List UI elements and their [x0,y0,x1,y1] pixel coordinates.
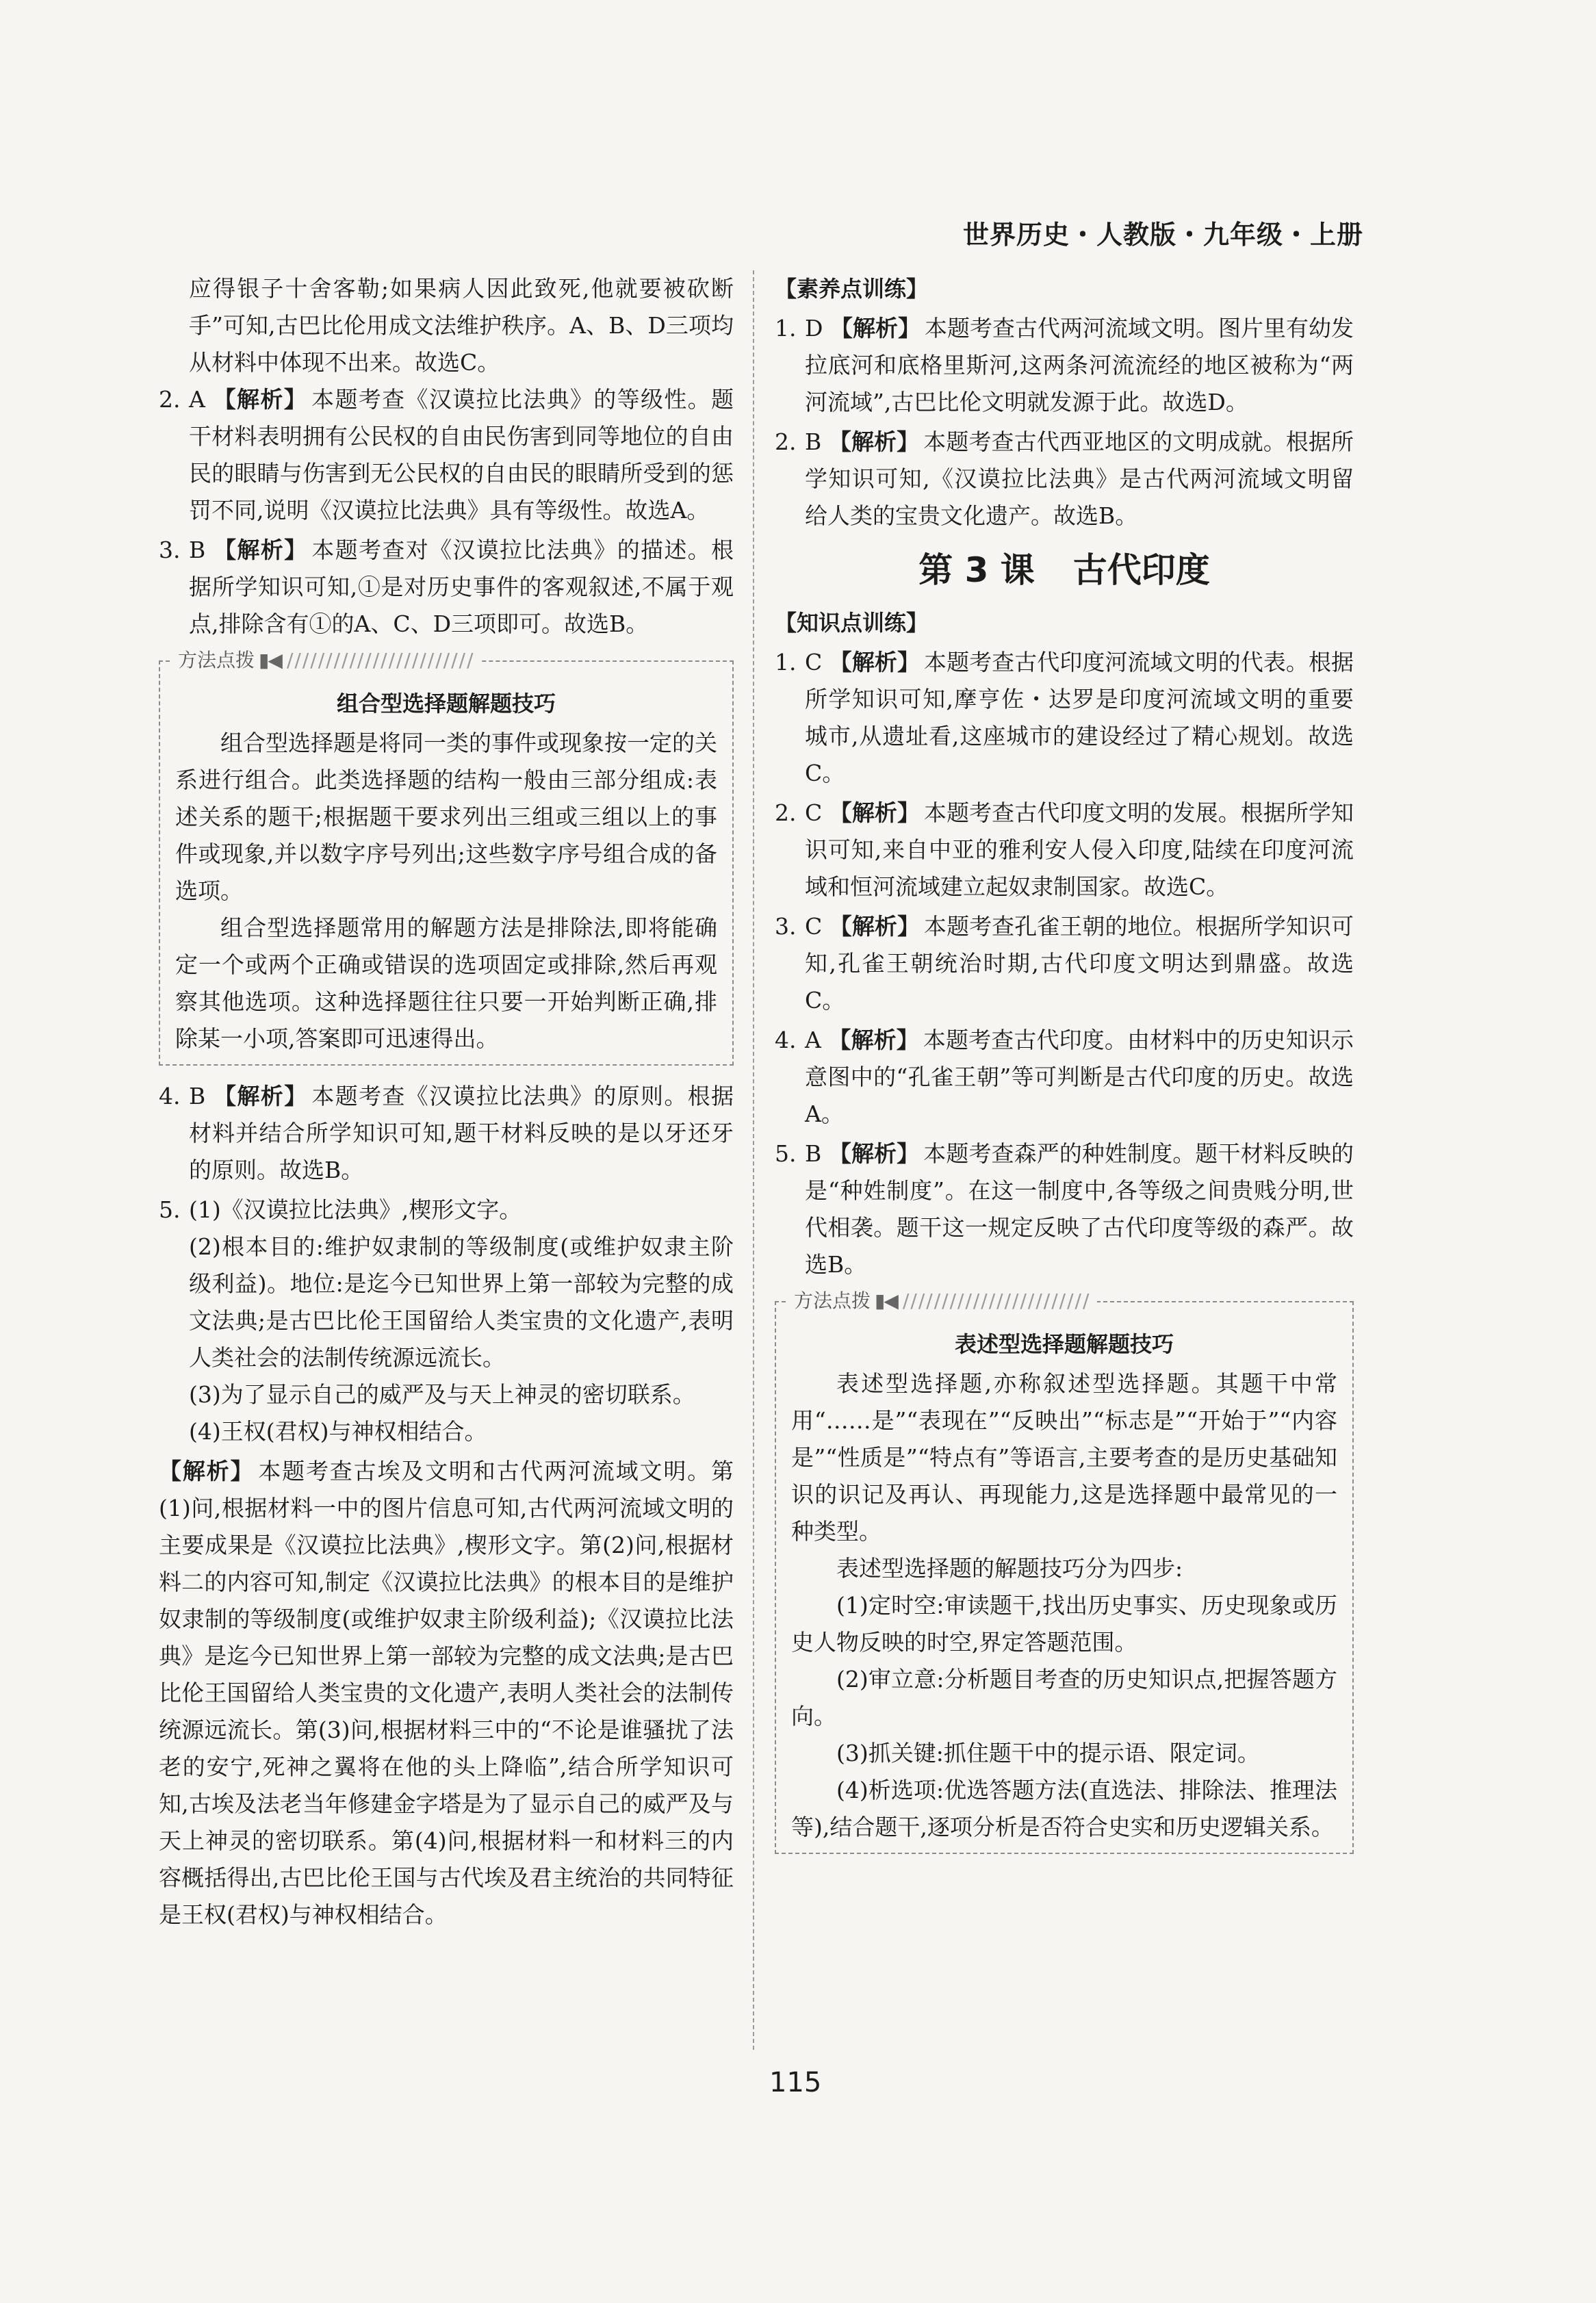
item5-sub1: (1)《汉谟拉比法典》,楔形文字。 [189,1196,522,1223]
item-number: 5. [159,1196,181,1223]
item-text: 本题考查古代印度文明的发展。根据所学知识可知,来自中亚的雅利安人侵入印度,陆续在印度河流域和恒河流域建立起奴隶制国家。故选C。 [805,799,1354,900]
speaker-icon: ▮◀ [259,649,281,671]
answer-item-2 [159,381,734,529]
item-answer: A [805,1027,821,1053]
dotted-trail-icon: //////////////////////// [902,1289,1091,1312]
item-answer: C [805,649,823,676]
method-paragraph: (4)析选项:优选答题方法(直选法、排除法、推理法等),结合题干,逐项分析是否符合史实和历史逻辑关系。 [791,1777,1337,1840]
item-number: 3. [775,913,797,940]
item-text: 本题考查古代西亚地区的文明成就。根据所学知识可知,《汉谟拉比法典》是古代两河流域文明留给人类的宝贵文化遗产。故选B。 [805,428,1354,529]
lesson-title [775,543,1354,597]
analysis-text: 本题考查古埃及文明和古代两河流域文明。第(1)问,根据材料一中的图片信息可知,古代两河流域文明的主要成果是《汉谟拉比法典》,楔形文字。第(2)问,根据材料二的内容可知,制定《汉谟拉比法典》的根本目的是维护奴隶制的等级制度(或维护奴隶主阶级利益);《汉谟拉比法典》是迄今已知世界上第一部较为完整的成文法典;是古巴比伦王国留给人类宝贵的文化遗产,表明人类社会的法制传统源远流长。第(3)问,根据材料三中的“不论是谁骚扰了法老的安宁,死神之翼将在他的头上降临”,结合所学知识可知,古埃及法老当年修建金字塔是为了显示自己的威严及与天上神灵的密切联系。第(4)问,根据材料一和材料三的内容概括得出,古巴比伦王国与古代埃及君主统治的共同特征是王权(君权)与神权相结合。 [159,1458,734,1928]
section-label-knowledge: 【知识点训练】 [775,610,929,636]
method-paragraph: 组合型选择题常用的解题方法是排除法,即将能确定一个或两个正确或错误的选项固定或排除,然后再观察其他选项。这种选择题往往只要一开始判断正确,排除某一小项,答案即可迅速得出。 [175,914,717,1052]
method-label-text: 方法点拨 [794,1289,871,1312]
item-text: 本题考查孔雀王朝的地位。根据所学知识可知,孔雀王朝统治时期,古代印度文明达到鼎盛。故选C。 [805,913,1354,1014]
item5-sub3: (3)为了显示自己的威严及与天上神灵的密切联系。 [189,1381,695,1408]
item-text: 本题考查古代两河流域文明。图片里有幼发拉底河和底格里斯河,这两条河流流经的地区被称为“两河流域”,古巴比伦文明就发源于此。故选D。 [805,315,1354,415]
analysis-tag: 【解析】 [828,428,920,455]
item-number: 4. [159,1083,181,1109]
analysis-tag: 【解析】 [214,537,308,563]
literacy-item-2 [775,424,1354,535]
method-paragraph: 表述型选择题,亦称叙述型选择题。其题干中常用“……是”“表现在”“反映出”“标志是”“开始于”“内容是”“性质是”“特点有”等语言,主要考查的是历史基础知识的识记及再认、再现能力,这是选择题中最常见的一种类型。 [791,1370,1337,1545]
item5-sub4: (4)王权(君权)与神权相结合。 [189,1418,487,1445]
literacy-item-1 [775,310,1354,421]
left-intro: 应得银子十舍客勒;如果病人因此致死,他就要被砍断手”可知,古巴比伦用成文法维护秩序。A、B、D三项均从材料中体现不出来。故选C。 [189,275,734,376]
knowledge-item-3 [775,908,1354,1019]
analysis-tag: 【解析】 [829,315,921,342]
item-number: 3. [159,537,181,563]
item-text: 本题考查古代印度河流域文明的代表。根据所学知识可知,摩亨佐・达罗是印度河流域文明的重要城市,从遗址看,这座城市的建设经过了精心规划。故选C。 [805,649,1354,786]
method-title: 表述型选择题解题技巧 [954,1331,1174,1357]
item-answer: A [189,386,205,413]
knowledge-item-2 [775,795,1354,905]
analysis-tag: 【解析】 [829,799,921,826]
method-paragraph: (1)定时空:审读题干,找出历史事实、历史现象或历史人物反映的时空,界定答题范围。 [791,1592,1337,1656]
item-answer: C [805,913,823,940]
item5-sub2: (2)根本目的:维护奴隶制的等级制度(或维护奴隶主阶级利益)。地位:是迄今已知世界上第一部较为完整的成文法典;是古巴比伦王国留给人类宝贵的文化遗产,表明人类社会的法制传统源远流长。 [189,1233,734,1371]
analysis-tag: 【解析】 [159,1458,255,1484]
page-header: 世界历史・人教版・九年级・上册 [962,220,1363,250]
item-text: 本题考查《汉谟拉比法典》的等级性。题干材料表明拥有公民权的自由民伤害到同等地位的自由民的眼睛与伤害到无公民权的自由民的眼睛所受到的惩罚不同,说明《汉谟拉比法典》具有等级性。故选A。 [189,386,734,524]
method-label-text: 方法点拨 [178,649,255,671]
left-column [159,270,734,1936]
item-number: 5. [775,1140,797,1167]
item-text: 本题考查对《汉谟拉比法典》的描述。根据所学知识可知,①是对历史事件的客观叙述,不属于观点,排除含有①的A、C、D三项即可。故选B。 [189,537,734,637]
item-text: 本题考查森严的种姓制度。题干材料反映的是“种姓制度”。在这一制度中,各等级之间贵贱分明,世代相袭。题干这一规定反映了古代印度等级的森严。故选B。 [805,1140,1354,1278]
method-paragraph: (2)审立意:分析题目考查的历史知识点,把握答题方向。 [791,1666,1337,1729]
item5-analysis [159,1453,734,1933]
column-divider [753,270,754,2050]
lesson-number: 第 3 课 [918,550,1035,590]
analysis-tag: 【解析】 [829,649,921,676]
item-answer: B [189,1083,206,1109]
analysis-tag: 【解析】 [829,913,921,940]
knowledge-item-1 [775,644,1354,792]
method-box-statement [775,1289,1354,1854]
item-number: 2. [159,386,181,413]
answer-item-3 [159,532,734,643]
item-number: 2. [775,428,797,455]
method-paragraph: (3)抓关键:抓住题干中的提示语、限定词。 [836,1740,1260,1766]
answer-item-4 [159,1078,734,1189]
item-number: 2. [775,799,797,826]
method-title: 组合型选择题解题技巧 [336,691,556,717]
lesson-name: 古代印度 [1072,550,1210,590]
knowledge-item-4 [775,1022,1354,1133]
knowledge-item-5 [775,1135,1354,1283]
answer-item-5 [159,1192,734,1450]
item-answer: B [805,1140,822,1167]
item-answer: C [805,799,823,826]
item-text: 本题考查古代印度。由材料中的历史知识示意图中的“孔雀王朝”等可判断是古代印度的历史。故选A。 [805,1027,1354,1127]
page-number: 115 [769,2067,822,2098]
analysis-tag: 【解析】 [828,1027,919,1053]
method-label [171,647,481,674]
item-number: 4. [775,1027,797,1053]
analysis-tag: 【解析】 [828,1140,920,1167]
method-label [787,1287,1097,1315]
item-answer: D [805,315,823,342]
analysis-tag: 【解析】 [214,1083,308,1109]
right-column [775,270,1354,1866]
analysis-tag: 【解析】 [213,386,308,413]
item-text: 本题考查《汉谟拉比法典》的原则。根据材料并结合所学知识可知,题干材料反映的是以牙还牙的原则。故选B。 [189,1083,734,1183]
dotted-trail-icon: //////////////////////// [286,649,475,671]
speaker-icon: ▮◀ [875,1289,897,1312]
item-answer: B [805,428,822,455]
method-paragraph: 组合型选择题是将同一类的事件或现象按一定的关系进行组合。此类选择题的结构一般由三部分组成:表述关系的题干;根据题干要求列出三组或三组以上的事件或现象,并以数字序号列出;这些数字序号组合成的备选项。 [175,730,717,904]
method-paragraph: 表述型选择题的解题技巧分为四步: [836,1555,1183,1582]
item-number: 1. [775,649,797,676]
section-label-literacy: 【素养点训练】 [775,276,929,302]
method-box-combination [159,649,734,1066]
item-number: 1. [775,315,797,342]
item-answer: B [189,537,206,563]
